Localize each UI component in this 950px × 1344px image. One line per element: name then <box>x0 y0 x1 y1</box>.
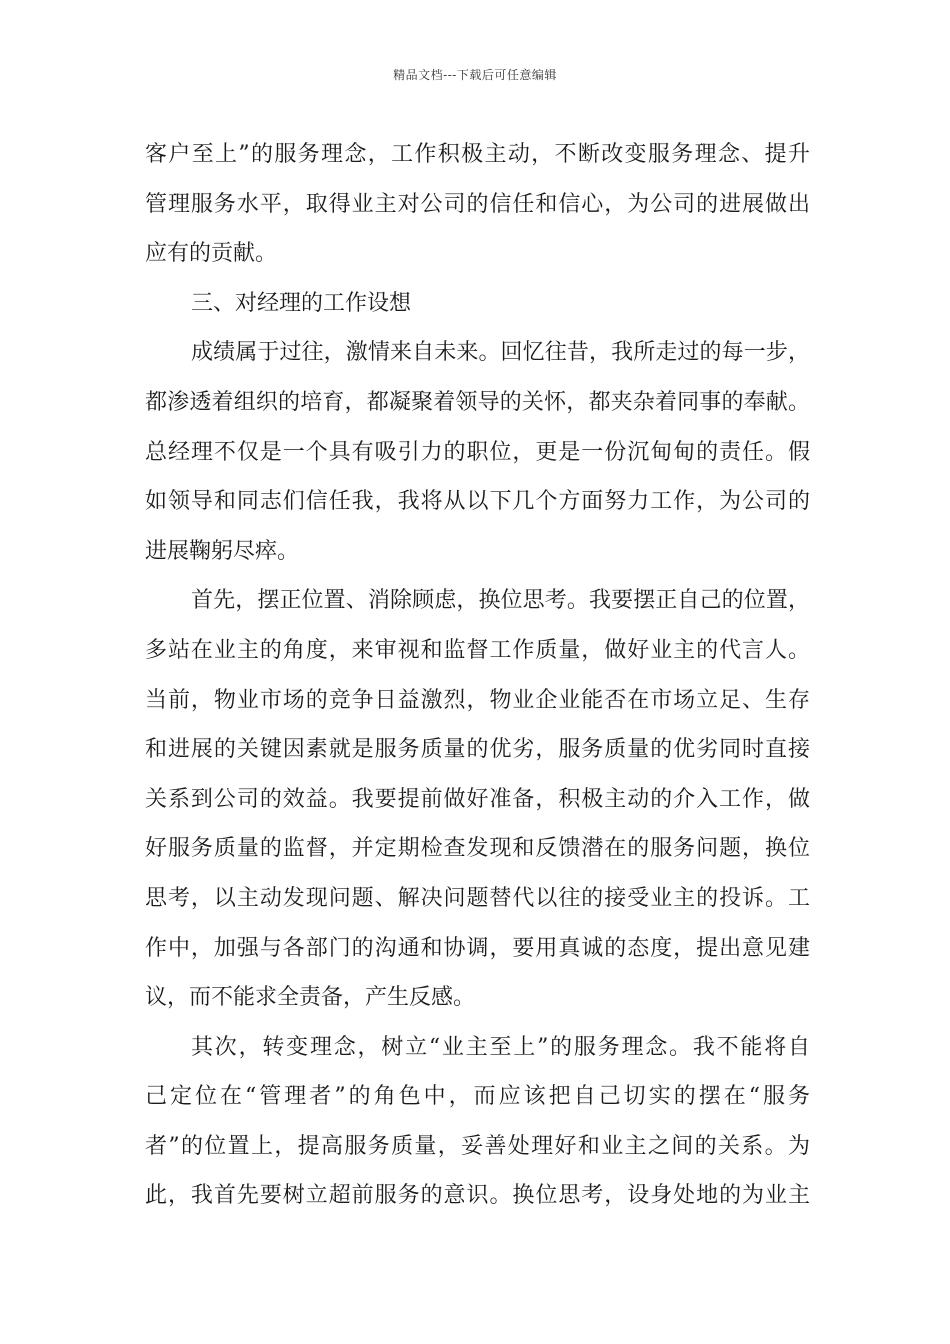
text-line: 总经理不仅是一个具有吸引力的职位，更是一份沉甸甸的责任。假 <box>145 439 810 465</box>
text-line: 进展鞠躬尽瘁。 <box>145 538 300 564</box>
text-line: 都渗透着组织的培育，都凝聚着领导的关怀，都夹杂着同事的奉献。 <box>145 389 810 415</box>
text-line: 成绩属于过往，激情来自未来。回忆往昔，我所走过的每一步， <box>191 340 810 366</box>
text-line: 和进展的关键因素就是服务质量的优劣，服务质量的优劣同时直接 <box>145 737 810 763</box>
text-line: 己定位在“管理者”的角色中，而应该把自己切实的摆在“服务 <box>145 1084 810 1110</box>
body-text <box>145 130 810 1221</box>
page-header: 精品文档---下载后可任意编辑 <box>393 68 557 82</box>
text-line: 作中，加强与各部门的沟通和协调，要用真诚的态度，提出意见建 <box>145 935 810 961</box>
text-line: 应有的贡献。 <box>145 241 278 267</box>
text-line: 议，而不能求全责备，产生反感。 <box>145 985 476 1011</box>
text-line: 此，我首先要树立超前服务的意识。换位思考，设身处地的为业主 <box>145 1183 810 1209</box>
text-line: 者”的位置上，提高服务质量，妥善处理好和业主之间的关系。为 <box>145 1133 810 1159</box>
text-line: 多站在业主的角度，来审视和监督工作质量，做好业主的代言人。 <box>145 637 810 663</box>
text-line: 好服务质量的监督，并定期检查发现和反馈潜在的服务问题，换位 <box>145 836 810 862</box>
text-line: 当前，物业市场的竞争日益激烈，物业企业能否在市场立足、生存 <box>145 687 810 713</box>
section-heading: 三、对经理的工作设想 <box>191 290 412 316</box>
text-line: 如领导和同志们信任我，我将从以下几个方面努力工作，为公司的 <box>145 489 810 515</box>
text-line: 其次，转变理念，树立“业主至上”的服务理念。我不能将自 <box>191 1034 810 1060</box>
text-line: 首先，摆正位置、消除顾虑，换位思考。我要摆正自己的位置， <box>191 588 810 614</box>
text-line: 客户至上”的服务理念，工作积极主动，不断改变服务理念、提升 <box>145 142 810 167</box>
text-line: 关系到公司的效益。我要提前做好准备，积极主动的介入工作，做 <box>145 786 810 812</box>
text-line: 管理服务水平，取得业主对公司的信任和信心，为公司的进展做出 <box>145 191 810 217</box>
text-line: 思考，以主动发现问题、解决问题替代以往的接受业主的投诉。工 <box>145 885 810 911</box>
